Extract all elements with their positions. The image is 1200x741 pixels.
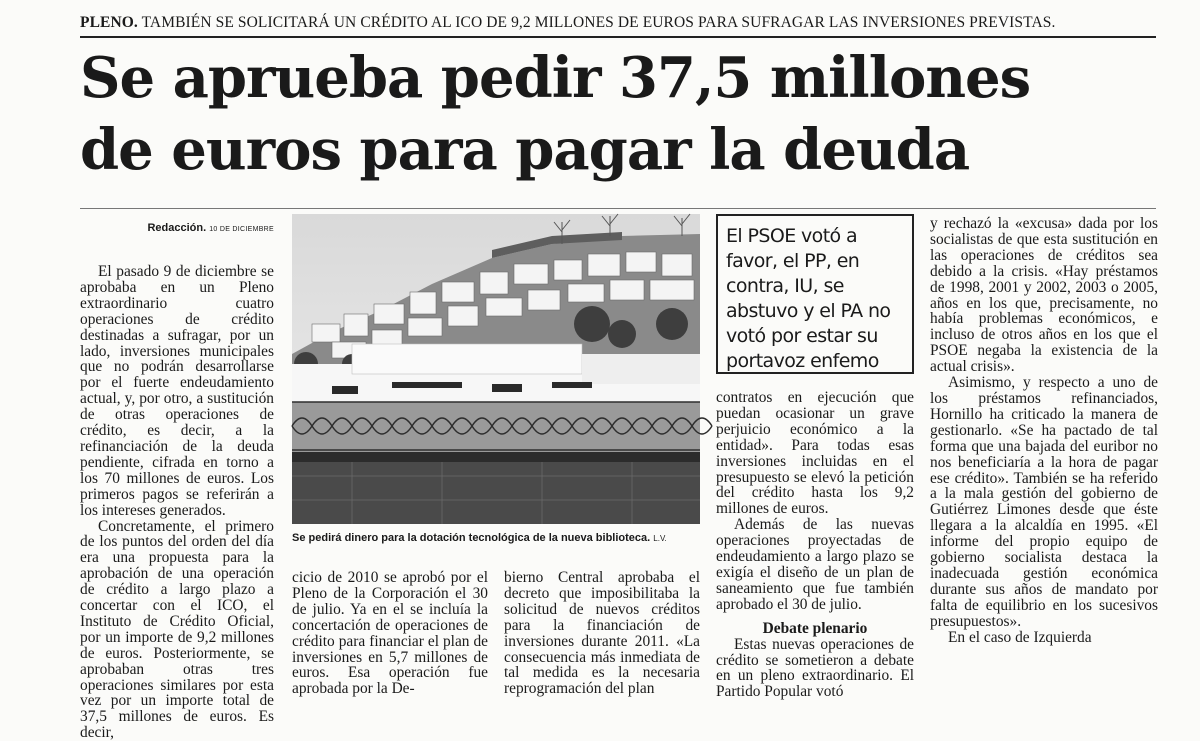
column-4-paragraph-1: contratos en ejecución que puedan ocasionar un grave perjuicio económico a la entidad». Para todas esas inversiones incluidas en el presupuesto se elevó la petición del crédito hasta los 9,2 millones de euros. [716,390,914,517]
article-column-3 [504,570,700,688]
article-photo [292,214,700,524]
kicker-text: TAMBIÉN SE SOLICITARÁ UN CRÉDITO AL ICO DE 9,2 MILLONES DE EUROS PARA SUFRAGAR LAS INVERSIONES PREVISTAS. [142,14,1056,31]
photo-credit: L.V. [653,534,667,543]
article-column-1 [80,264,274,688]
headline-line-1: Se aprueba pedir 37,5 millones [80,45,1030,111]
column-5-paragraph-3: En el caso de Izquierda [930,630,1158,646]
headline-line-2: de euros para pagar la deuda [80,117,969,183]
caption-text: Se pedirá dinero para la dotación tecnológica de la nueva biblioteca. [292,532,650,544]
column-4-paragraph-2: Además de las nuevas operaciones proyectadas de endeudamiento a largo plazo se exigía el diseño de un plan de saneamiento que fue también aprobado el 30 de julio. [716,517,914,612]
pull-quote: El PSOE votó a favor, el PP, en contra, IU, se abstuvo y el PA no votó por estar su portavoz enfemo [716,214,914,374]
article-column-5 [930,216,1158,688]
column-3-paragraph-1: bierno Central aprobaba el decreto que imposibilitaba la solicitud de nuevos créditos para la financiación de inversiones durante 2011. «La consecuencia más inmediata de tal medida es la necesaria reprogramación del plan [504,570,700,697]
article-column-2 [292,570,488,688]
byline-author: Redacción. [147,222,206,234]
column-5-paragraph-1: y rechazó la «excusa» dada por los socialistas de que esta sustitución en las operaciones de créditos sea debido a la crisis. «Hay préstamos de 1998, 2001 y 2002, 2003 o 2005, años en los que, precisamente, no había problemas económicos, e incluso de otros años en los que el PSOE negaba la existencia de la actual crisis». [930,216,1158,375]
subheading-debate-plenario: Debate plenario [716,621,914,637]
kicker-section: PLENO. [80,14,138,31]
headline-divider [80,208,1156,209]
byline-date: 10 DE DICIEMBRE [209,226,274,233]
article-column-4 [716,390,914,688]
column-5-paragraph-2: Asimismo, y respecto a uno de los préstamos refinanciados, Hornillo ha criticado la manera de gestionarlo. «Se ha pactado de tal forma que una bajada del euribor no nos beneficiaría a la hora de pagar ese crédito». También se ha referido a la mala gestión del gobierno de Gutiérrez Limones desde que éste llegara a la alcaldía en 1995. «El informe del propio equipo de gobierno socialista destaca la inadecuada gestión económica durante sus años de mandato por falta de equilibrio en los sucesivos presupuestos». [930,375,1158,630]
column-2-paragraph-1: cicio de 2010 se aprobó por el Pleno de la Corporación el 30 de julio. Ya en el se incluía la concertación de operaciones de crédito para financiar el plan de inversiones en 5,7 millones de euros. Esa operación fue aprobada por la De- [292,570,488,697]
headline [80,42,1160,186]
column-1-paragraph-1: El pasado 9 de diciembre se aprobaba en un Pleno extraordinario cuatro operaciones de crédito destinadas a sufragar, por un lado, inversiones municipales que no podrán desarrollarse por el fuerte endeudamiento actual, y, por otro, a sustitución de otras operaciones de crédito, es decir, a la refinanciación de la deuda pendiente, cifrada en torno a los 70 millones de euros. Los primeros pagos se referirán a los intereses generados. [80,264,274,519]
byline [80,222,274,234]
library-building-photo [292,214,700,524]
photo-caption [292,532,712,544]
kicker-line [80,14,1156,38]
column-4-paragraph-3: Estas nuevas operaciones de crédito se sometieron a debate en un pleno extraordinario. El Partido Popular votó [716,637,914,701]
column-1-paragraph-2: Concretamente, el primero de los puntos del orden del día era una propuesta para la aprobación de una operación de crédito a largo plazo a concertar con el ICO, el Instituto de Crédito Oficial, por un importe de 9,2 millones de euros. Posteriormente, se aprobaban otras tres operaciones similares por esta vez por un importe total de 37,5 millones de euros. Es decir, [80,519,274,741]
